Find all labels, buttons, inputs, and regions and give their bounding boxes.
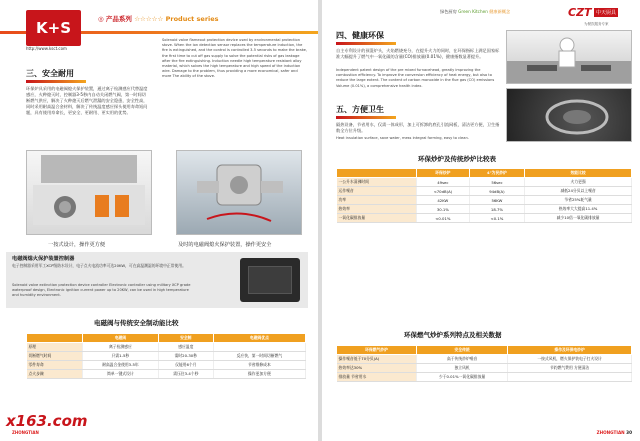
table-left-header: [27, 334, 83, 343]
table1-header: 环保炒炉: [417, 169, 470, 178]
right-footer: [597, 430, 632, 435]
left-page: [0, 0, 318, 441]
table-cell: 操作噪音低于70分贝(A): [337, 355, 417, 364]
caption-knob: 一按式设计，操作更方便: [48, 242, 106, 248]
section5-en: Heat insulation surface, save water, mess integral forming, easy to clean.: [336, 136, 469, 140]
chef-photo: [506, 30, 632, 84]
section5-bar: [336, 116, 396, 119]
table-cell: 运作噪音: [337, 187, 417, 196]
table1-header: [337, 169, 417, 178]
czt-logo: [568, 6, 626, 20]
table-cell: 排放量 节省用水: [337, 373, 417, 382]
table-cell: 需时20-30秒: [158, 352, 213, 361]
table-cell: 30.1%: [417, 205, 470, 214]
table-cell: 56sec: [469, 178, 524, 187]
table-cell: 减少10倍一氧化碳排放量: [525, 214, 632, 223]
table-cell: <0.1%: [469, 214, 524, 223]
table-cell: 高于传统炒炉噪音: [417, 355, 508, 364]
controller-en: Solenoid valve extinction protection device controller Electronic controller using military XCP grade waterproof design, Electronic ignition current power up to 20KW, can be used in high temperature and humidity environment.: [12, 283, 191, 298]
section4-bar: [336, 42, 396, 45]
table-cell: 18.7%: [469, 205, 524, 214]
table-row: [337, 187, 632, 196]
section4-cn: 自主专利设计的预混炉头，火焰燃烧充分，在提升火力的同时，在环保指标上满足国家标准大幅提升了燃气中一氧化碳的含量(CO)排放量(0.01%)，健康指数显著提升。: [336, 48, 500, 59]
table-cell: 需压住3-4个秒: [158, 370, 213, 379]
table-cell: 功率: [337, 196, 417, 205]
controller-title: 电磁阀熄火保护装置控制器: [12, 256, 75, 262]
chef-illustration: [507, 31, 631, 83]
table-cell: 反应快，第一时间切断燃气: [213, 352, 305, 361]
table-row: [337, 364, 632, 373]
table-cell: 只需1-5秒: [83, 352, 159, 361]
table-row: [27, 361, 306, 370]
table-row: [337, 214, 632, 223]
product-series-tag: [98, 14, 219, 23]
table2-header: 环保燃气炒炉: [337, 346, 417, 355]
table-cell: 火力更强: [525, 178, 632, 187]
table-row: [337, 178, 632, 187]
table-row: [337, 373, 632, 382]
table-cell: 节约燃气费用 方便清洁: [508, 364, 632, 373]
table-cell: 49sec: [417, 178, 470, 187]
table-cell: <70dB(A): [417, 187, 470, 196]
table-cell: 56KW: [469, 196, 524, 205]
table1-header: 4"为民炒炉: [469, 169, 524, 178]
table-cell: 热效率: [337, 205, 417, 214]
czt-slogan: 为餐饮服务专家: [584, 22, 609, 26]
table-left: [26, 333, 306, 379]
table-row: [337, 355, 632, 364]
table-cell: 离子检测感应: [83, 343, 159, 352]
table2-title: 环保燃气炒炉系列特点及相关数据: [404, 331, 502, 339]
table-row: [337, 205, 632, 214]
section3-cn: 环保炉具采用的电磁阀熄火保护装置，通过离子检测感应代替温度感应，火种熄灭时，控制器3-5秒内自动关闭燃气阀，第一时间切断燃气供应，解决了火种熄灭后燃气泄漏的安全隐患，安全性高，同时采用耐高温合金材料，解决了传统温度感应探头使用寿命短问题，具有使用寿命长，更安全、更耐用、更实用的优势。: [26, 86, 148, 115]
tag-en: Green Kitchen: [458, 9, 488, 14]
table-cell: <0.01%: [417, 214, 470, 223]
burner-photo: [506, 88, 632, 142]
table-cell: 零件寿命: [27, 361, 83, 370]
controller-image: [240, 258, 300, 302]
table-row: [27, 370, 306, 379]
table-cell: 94dB(A): [469, 187, 524, 196]
table-cell: 简单一键式设计: [83, 370, 159, 379]
section5-title: 五、方便卫生: [336, 105, 384, 114]
table-left-header: 电磁阀优点: [213, 334, 305, 343]
table-row: [27, 343, 306, 352]
table-cell: 42KW: [417, 196, 470, 205]
ks-url: http://www.ksct.com: [26, 46, 67, 51]
section5-cn: 隔热设备，节省用水，仅需一体成形，加上可拆卸的底孔引流网板，清洁更方便，卫生指数全方位升级。: [336, 122, 500, 133]
section3-bar: [26, 80, 86, 83]
table1-title: 环保炒炉及传统炒炉比较表: [418, 155, 496, 163]
table-row: [27, 352, 306, 361]
table2-header: 操作及环保电炒炉: [508, 346, 632, 355]
table-cell: 原理: [27, 343, 83, 352]
table-cell: 节省维修成本: [213, 361, 305, 370]
table-left-header: 安全制: [158, 334, 213, 343]
czt-logo-cn: 中天厨具: [596, 10, 617, 16]
caption-valve: 及时的电磁阀熄火保护装置，操作更安全: [178, 242, 272, 248]
table-cell: 一按式风机，燃火保护装电子打火设计: [508, 355, 632, 364]
table2-header: 安全传统: [417, 346, 508, 355]
knob-photo: [26, 150, 152, 235]
controller-cn: 电子控制器采用军工XCP级防水设计，电子点火电流功率可达20KW，可在高温潮湿的环境中正常使用。: [12, 263, 186, 268]
tag-en: Product series: [165, 15, 219, 23]
section4-title: 四、健康环保: [336, 31, 384, 40]
table2: [336, 345, 632, 382]
controller-box: [6, 252, 308, 308]
table-cell: 独立风机: [417, 364, 508, 373]
table-cell: 切断燃气时间: [27, 352, 83, 361]
green-kitchen-tag: [440, 9, 510, 15]
table1-header: 效能比较: [525, 169, 632, 178]
left-footer: ZHONGTIAN: [12, 430, 39, 435]
right-page: [322, 0, 640, 441]
table-cell: 热效率大大提高11.4%: [525, 205, 632, 214]
table-cell: 一公升水清沸时间: [337, 178, 417, 187]
section3-title: 三、安全耐用: [26, 69, 74, 78]
table-cell: 热效率达30%: [337, 364, 417, 373]
table-cell: [508, 373, 632, 382]
page-number: 30: [626, 430, 632, 435]
valve-illustration: [177, 151, 301, 234]
burner-illustration: [507, 89, 631, 141]
valve-photo: [176, 150, 302, 235]
footer-brand: ZHONGTIAN: [596, 430, 625, 435]
table-left-header: 电磁阀: [83, 334, 159, 343]
table-row: [337, 196, 632, 205]
tag-cn: ◎ 产品系列: [98, 15, 132, 23]
table-cell: 节省25%耗气量: [525, 196, 632, 205]
czt-logo-text: CZT: [568, 6, 592, 19]
watermark: x163.com: [6, 412, 88, 430]
table-cell: 点火步骤: [27, 370, 83, 379]
ks-logo: K+S: [26, 10, 81, 46]
tag-stars: ☆☆☆☆☆: [134, 15, 164, 23]
table-left-title: 电磁阀与传统安全制动能比较: [94, 319, 179, 327]
table-cell: 耐高温合金使用3-5年: [83, 361, 159, 370]
table-cell: 仅能用6个月: [158, 361, 213, 370]
table-cell: [213, 343, 305, 352]
table1: [336, 168, 632, 223]
table-cell: 少于0.01%一氧化碳排放量: [417, 373, 508, 382]
tag-sub: 健康新概念: [489, 9, 511, 14]
table-cell: 一氧化碳排放量: [337, 214, 417, 223]
section4-en: Independent patent design of the pre mixed furnacehead, greatly improving the combustion efficiency. To improve the conversion efficiency of heat energy, but also to reduce the large extent. The content of carbon monoxide in the flue gas (CO) emissions Volume (0.01%), a comprehensive health index.: [336, 68, 495, 88]
tag-cn: 绿色厨房: [440, 9, 457, 14]
table-cell: 减低24分贝以上噪音: [525, 187, 632, 196]
knob-illustration: [27, 151, 151, 234]
table-cell: 感应温度: [158, 343, 213, 352]
section3-en: Solenoid valve flameout protection device used by environmental protection stove. When the ion detection sensor replaces the temperature induction, the fire is extinguished, and the control is controlled 3-5 seconds to make the brake, the first time to cut off gas supply to solve the potential risks of gas leakage after the fire extinguishing. Induction needle high temperature resistant alloy material, which solves the high temperature and high speed of the induction wire. Damage to the problem, thus providing a more economical, safer and more The ability of the stove.: [162, 38, 308, 79]
table-cell: 操作更加方便: [213, 370, 305, 379]
